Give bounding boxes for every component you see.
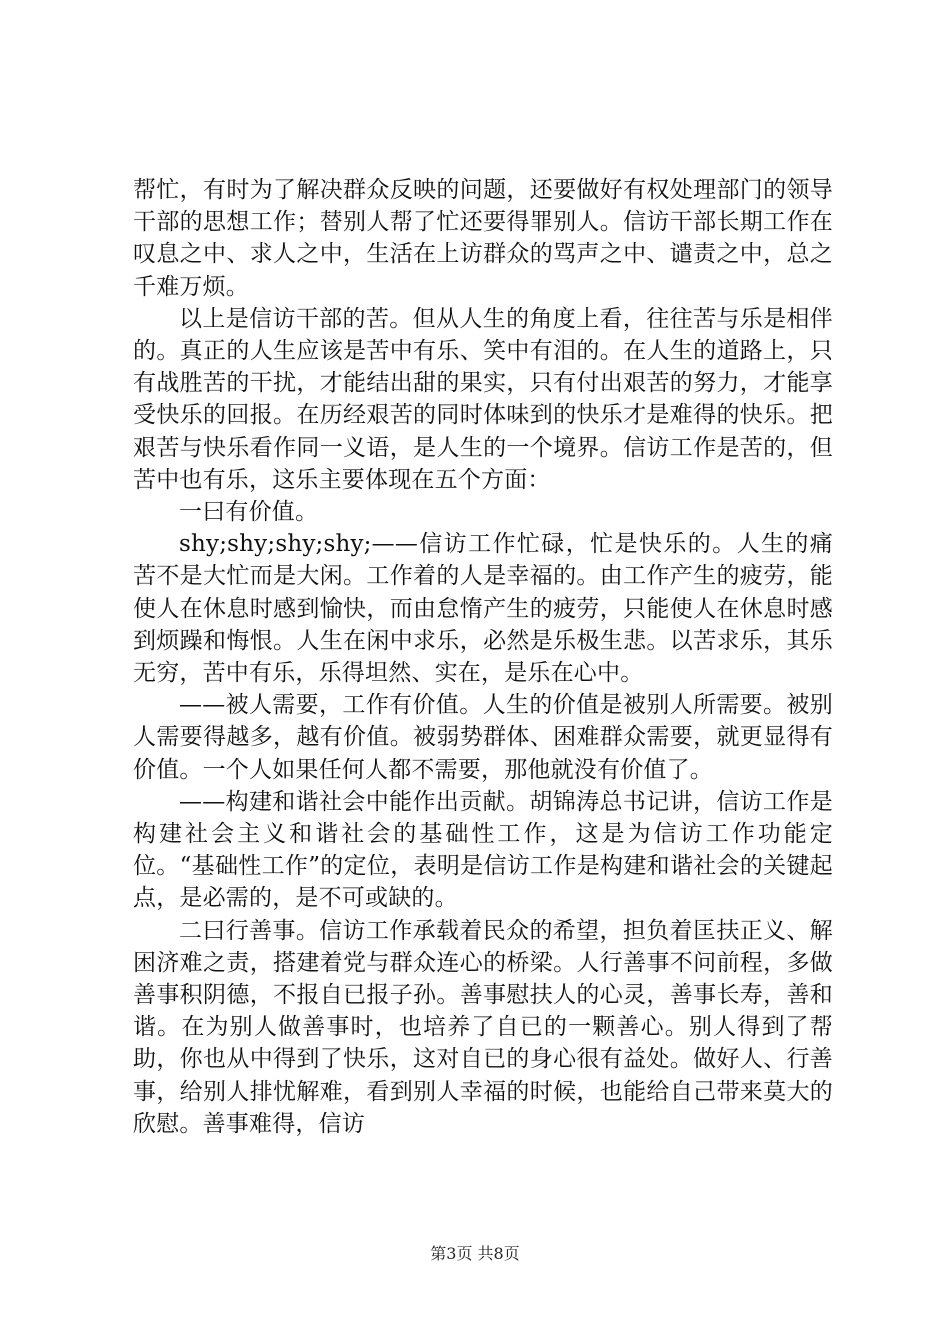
paragraph-3: 一曰有价值。 <box>179 499 319 526</box>
paragraph-2: 以上是信访干部的苦。但从人生的角度上看，往往苦与乐是相伴的。真正的人生应该是苦中有乐、笑中有泪的。在人生的道路上，只有战胜苦的干扰，才能结出甜的果实，只有付出艰苦的努力，才能享受快乐的回报。在历经艰苦的同时体味到的快乐才是难得的快乐。把艰苦与快乐看作同一义语，是人生的一个境界。信访工作是苦的，但苦中也有乐，这乐主要体现在五个方面： <box>133 305 833 493</box>
paragraph-5: ——被人需要，工作有价值。人生的价值是被别人所需要。被别人需要得越多，越有价值。被弱势群体、困难群众需要，就更显得有价值。一个人如果任何人都不需要，那他就没有价值了。 <box>133 692 833 783</box>
page-number-footer: 第3页 共8页 <box>430 1244 520 1263</box>
paragraph-4: shy;shy;shy;shy;——信访工作忙碌，忙是快乐的。人生的痛苦不是大忙而是大闲。工作着的人是幸福的。由工作产生的疲劳，能使人在休息时感到愉快，而由怠惰产生的疲劳，只能使人在休息时感到烦躁和悔恨。人生在闲中求乐，必然是乐极生悲。以苦求乐，其乐无穷，苦中有乐，乐得坦然、实在，是乐在心中。 <box>133 531 833 687</box>
paragraph-1: 帮忙，有时为了解决群众反映的问题，还要做好有权处理部门的领导干部的思想工作；替别人帮了忙还要得罪别人。信访干部长期工作在叹息之中、求人之中，生活在上访群众的骂声之中、谴责之中，总之千难万烦。 <box>133 177 833 300</box>
paragraph-6: ——构建和谐社会中能作出贡献。胡锦涛总书记讲，信访工作是构建社会主义和谐社会的基础性工作，这是为信访工作功能定位。“基础性工作”的定位，表明是信访工作是构建和谐社会的关键起点，是必需的，是不可或缺的。 <box>133 788 833 912</box>
body-text <box>133 174 833 1140</box>
paragraph-7: 二曰行善事。信访工作承载着民众的希望，担负着匡扶正义、解困济难之责，搭建着党与群众连心的桥梁。人行善事不问前程，多做善事积阴德，不报自已报子孙。善事慰扶人的心灵，善事长寿，善和谐。在为别人做善事时，也培养了自已的一颗善心。别人得到了帮助，你也从中得到了快乐，这对自已的身心很有益处。做好人、行善事，给别人排忧解难，看到别人幸福的时候，也能给自己带来莫大的欣慰。善事难得，信访 <box>133 917 833 1137</box>
